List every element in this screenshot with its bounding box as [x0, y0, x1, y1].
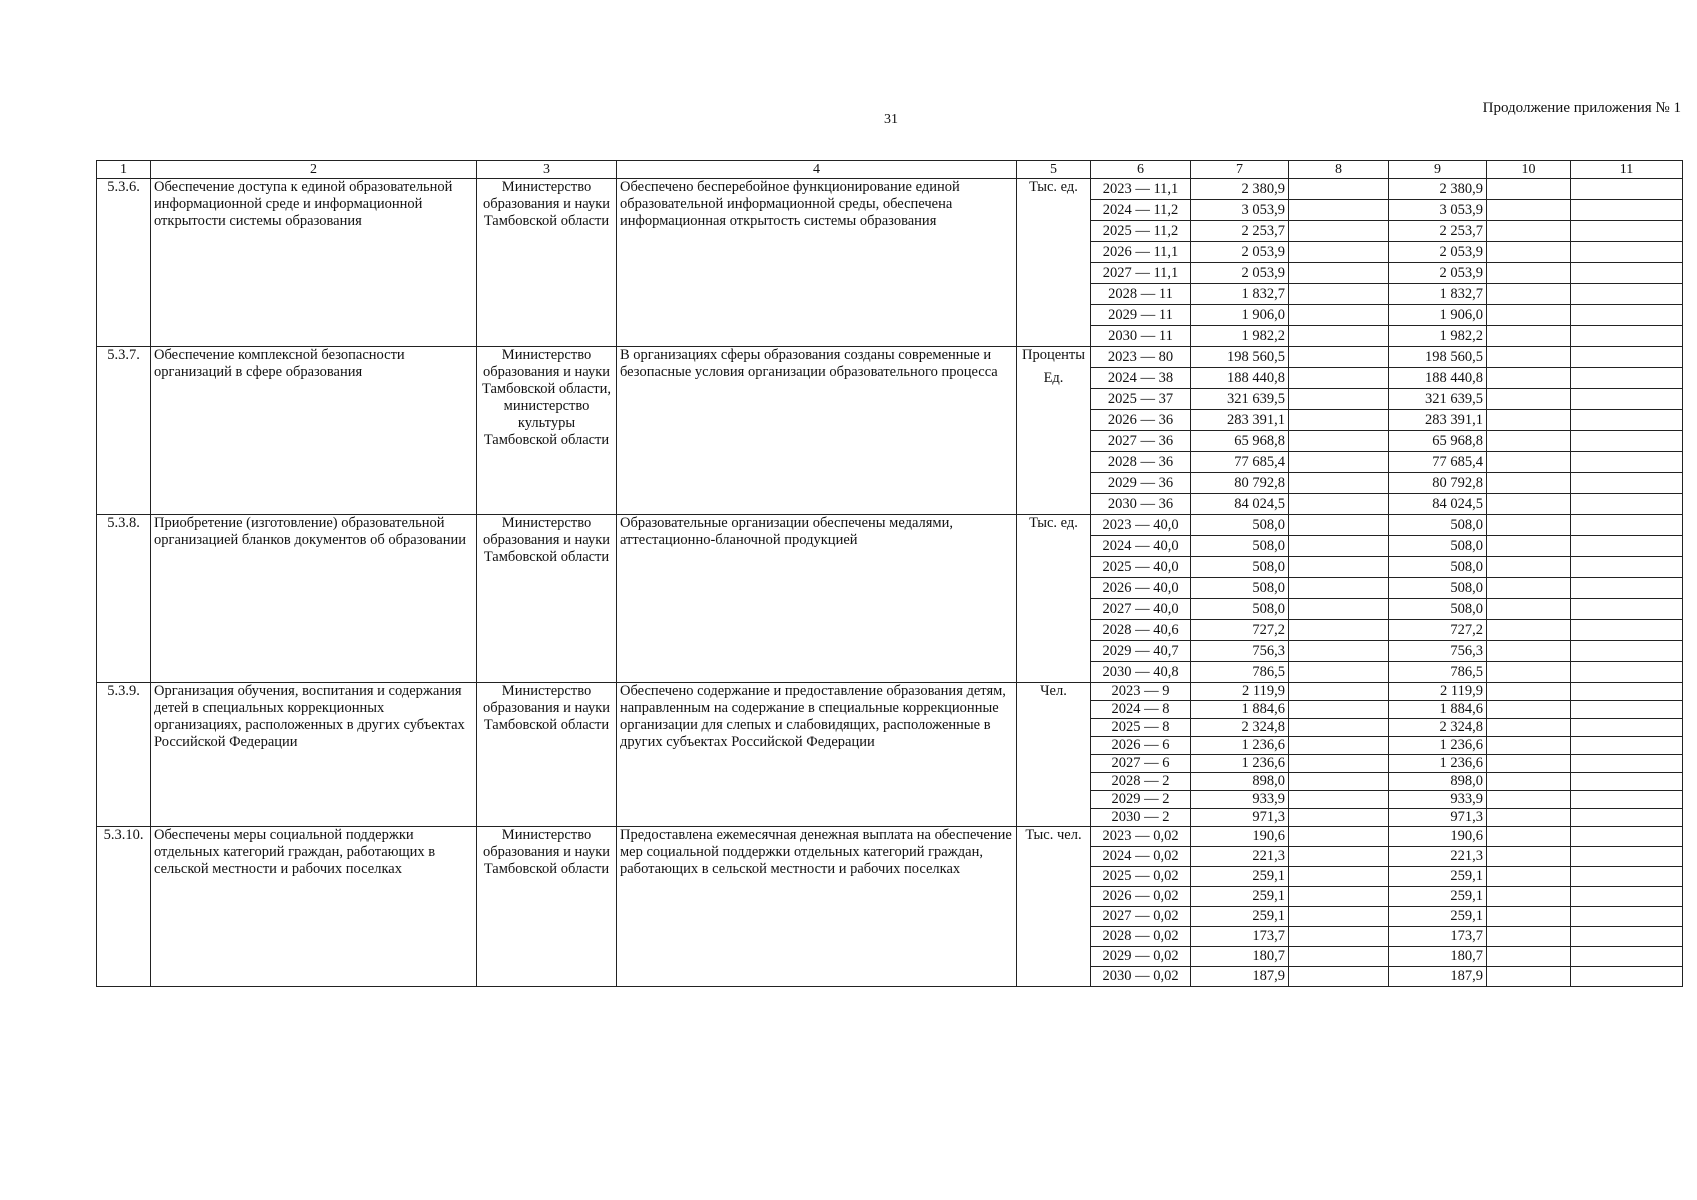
value-col-10 [1487, 578, 1571, 599]
year-indicator: 2030 — 40,8 [1091, 662, 1191, 683]
value-col-7: 2 119,9 [1191, 683, 1289, 701]
value-col-7: 65 968,8 [1191, 431, 1289, 452]
value-col-9: 1 982,2 [1389, 326, 1487, 347]
value-col-7: 1 832,7 [1191, 284, 1289, 305]
value-col-9: 259,1 [1389, 887, 1487, 907]
measure-result: Образовательные организации обеспечены медалями, аттестационно-бланочной продукцией [617, 515, 1017, 683]
value-col-8 [1289, 641, 1389, 662]
value-col-7: 84 024,5 [1191, 494, 1289, 515]
value-col-11 [1571, 326, 1683, 347]
year-indicator: 2025 — 0,02 [1091, 867, 1191, 887]
measure-name: Обеспечение комплексной безопасности организаций в сфере образования [151, 347, 477, 515]
value-col-10 [1487, 927, 1571, 947]
value-col-11 [1571, 773, 1683, 791]
value-col-7: 3 053,9 [1191, 200, 1289, 221]
column-number-4: 4 [617, 161, 1017, 179]
value-col-9: 508,0 [1389, 557, 1487, 578]
value-col-11 [1571, 907, 1683, 927]
column-number-9: 9 [1389, 161, 1487, 179]
value-col-8 [1289, 515, 1389, 536]
value-col-7: 2 380,9 [1191, 179, 1289, 200]
table-row [97, 347, 1683, 368]
value-col-7: 1 884,6 [1191, 701, 1289, 719]
year-indicator: 2023 — 11,1 [1091, 179, 1191, 200]
value-col-11 [1571, 515, 1683, 536]
value-col-7: 508,0 [1191, 599, 1289, 620]
value-col-8 [1289, 326, 1389, 347]
value-col-9: 508,0 [1389, 515, 1487, 536]
value-col-11 [1571, 737, 1683, 755]
year-indicator: 2027 — 36 [1091, 431, 1191, 452]
value-col-10 [1487, 620, 1571, 641]
value-col-9: 756,3 [1389, 641, 1487, 662]
value-col-11 [1571, 927, 1683, 947]
year-indicator: 2024 — 11,2 [1091, 200, 1191, 221]
value-col-11 [1571, 719, 1683, 737]
measure-code: 5.3.8. [97, 515, 151, 683]
value-col-10 [1487, 847, 1571, 867]
value-col-11 [1571, 827, 1683, 847]
year-indicator: 2024 — 8 [1091, 701, 1191, 719]
value-col-9: 77 685,4 [1389, 452, 1487, 473]
year-indicator: 2025 — 40,0 [1091, 557, 1191, 578]
value-col-8 [1289, 347, 1389, 368]
column-number-1: 1 [97, 161, 151, 179]
value-col-11 [1571, 305, 1683, 326]
year-indicator: 2030 — 0,02 [1091, 967, 1191, 987]
measure-result: Обеспечено содержание и предоставление образования детям, направленным на содержание в специальные коррекционные организации для слепых и слабовидящих, расположенные в других субъектах Российской Федерации [617, 683, 1017, 827]
table-body [97, 179, 1683, 987]
year-indicator: 2028 — 36 [1091, 452, 1191, 473]
value-col-11 [1571, 809, 1683, 827]
value-col-9: 2 053,9 [1389, 263, 1487, 284]
year-indicator: 2025 — 8 [1091, 719, 1191, 737]
value-col-8 [1289, 200, 1389, 221]
table-row [97, 515, 1683, 536]
year-indicator: 2024 — 40,0 [1091, 536, 1191, 557]
value-col-11 [1571, 179, 1683, 200]
measure-code: 5.3.7. [97, 347, 151, 515]
measure-unit [1017, 683, 1091, 827]
value-col-10 [1487, 599, 1571, 620]
value-col-10 [1487, 431, 1571, 452]
value-col-7: 187,9 [1191, 967, 1289, 987]
year-indicator: 2030 — 36 [1091, 494, 1191, 515]
value-col-7: 259,1 [1191, 887, 1289, 907]
value-col-8 [1289, 701, 1389, 719]
measure-executor: Министерство образования и науки Тамбовской области [477, 827, 617, 987]
value-col-7: 180,7 [1191, 947, 1289, 967]
value-col-11 [1571, 599, 1683, 620]
value-col-7: 1 906,0 [1191, 305, 1289, 326]
value-col-10 [1487, 773, 1571, 791]
year-indicator: 2024 — 0,02 [1091, 847, 1191, 867]
value-col-8 [1289, 737, 1389, 755]
value-col-7: 190,6 [1191, 827, 1289, 847]
value-col-10 [1487, 536, 1571, 557]
value-col-11 [1571, 284, 1683, 305]
value-col-10 [1487, 557, 1571, 578]
measure-code: 5.3.9. [97, 683, 151, 827]
value-col-11 [1571, 791, 1683, 809]
value-col-8 [1289, 263, 1389, 284]
value-col-11 [1571, 641, 1683, 662]
value-col-8 [1289, 827, 1389, 847]
year-indicator: 2030 — 2 [1091, 809, 1191, 827]
value-col-8 [1289, 599, 1389, 620]
value-col-9: 259,1 [1389, 867, 1487, 887]
value-col-11 [1571, 536, 1683, 557]
value-col-9: 508,0 [1389, 578, 1487, 599]
value-col-9: 80 792,8 [1389, 473, 1487, 494]
value-col-10 [1487, 755, 1571, 773]
value-col-10 [1487, 473, 1571, 494]
table-row [97, 179, 1683, 200]
value-col-8 [1289, 494, 1389, 515]
value-col-7: 1 236,6 [1191, 737, 1289, 755]
measure-code: 5.3.6. [97, 179, 151, 347]
value-col-8 [1289, 755, 1389, 773]
value-col-9: 190,6 [1389, 827, 1487, 847]
value-col-10 [1487, 967, 1571, 987]
unit-label: Тыс. ед. [1029, 515, 1078, 531]
value-col-9: 933,9 [1389, 791, 1487, 809]
value-col-9: 508,0 [1389, 536, 1487, 557]
year-indicator: 2026 — 40,0 [1091, 578, 1191, 599]
unit-label: Тыс. ед. [1029, 179, 1078, 195]
value-col-8 [1289, 368, 1389, 389]
year-indicator: 2028 — 11 [1091, 284, 1191, 305]
program-table [96, 160, 1683, 987]
value-col-9: 971,3 [1389, 809, 1487, 827]
year-indicator: 2029 — 2 [1091, 791, 1191, 809]
value-col-10 [1487, 494, 1571, 515]
value-col-11 [1571, 620, 1683, 641]
value-col-8 [1289, 847, 1389, 867]
value-col-7: 2 053,9 [1191, 242, 1289, 263]
year-indicator: 2026 — 0,02 [1091, 887, 1191, 907]
value-col-8 [1289, 431, 1389, 452]
value-col-7: 2 053,9 [1191, 263, 1289, 284]
value-col-11 [1571, 947, 1683, 967]
value-col-11 [1571, 683, 1683, 701]
measure-code: 5.3.10. [97, 827, 151, 987]
value-col-9: 259,1 [1389, 907, 1487, 927]
value-col-7: 508,0 [1191, 557, 1289, 578]
value-col-7: 283 391,1 [1191, 410, 1289, 431]
year-indicator: 2027 — 0,02 [1091, 907, 1191, 927]
value-col-11 [1571, 410, 1683, 431]
year-indicator: 2029 — 36 [1091, 473, 1191, 494]
measure-unit [1017, 827, 1091, 987]
value-col-10 [1487, 452, 1571, 473]
value-col-9: 173,7 [1389, 927, 1487, 947]
value-col-9: 2 253,7 [1389, 221, 1487, 242]
value-col-10 [1487, 947, 1571, 967]
value-col-10 [1487, 326, 1571, 347]
value-col-10 [1487, 263, 1571, 284]
value-col-9: 1 236,6 [1389, 755, 1487, 773]
value-col-9: 221,3 [1389, 847, 1487, 867]
page-number: 31 [884, 112, 898, 127]
value-col-10 [1487, 809, 1571, 827]
value-col-7: 508,0 [1191, 536, 1289, 557]
value-col-7: 727,2 [1191, 620, 1289, 641]
year-indicator: 2028 — 40,6 [1091, 620, 1191, 641]
year-indicator: 2029 — 0,02 [1091, 947, 1191, 967]
value-col-9: 283 391,1 [1389, 410, 1487, 431]
value-col-8 [1289, 927, 1389, 947]
year-indicator: 2026 — 6 [1091, 737, 1191, 755]
value-col-7: 786,5 [1191, 662, 1289, 683]
value-col-9: 198 560,5 [1389, 347, 1487, 368]
value-col-7: 756,3 [1191, 641, 1289, 662]
value-col-9: 1 884,6 [1389, 701, 1487, 719]
year-indicator: 2024 — 38 [1091, 368, 1191, 389]
year-indicator: 2028 — 2 [1091, 773, 1191, 791]
column-number-10: 10 [1487, 161, 1571, 179]
value-col-11 [1571, 967, 1683, 987]
value-col-11 [1571, 347, 1683, 368]
measure-result: Обеспечено бесперебойное функционирование единой образовательной информационной среды, обеспечена информационная открытость системы образования [617, 179, 1017, 347]
measure-result: Предоставлена ежемесячная денежная выплата на обеспечение мер социальной поддержки отдельных категорий граждан, работающих в сельской местности и рабочих поселках [617, 827, 1017, 987]
column-number-3: 3 [477, 161, 617, 179]
column-number-8: 8 [1289, 161, 1389, 179]
value-col-11 [1571, 578, 1683, 599]
value-col-8 [1289, 389, 1389, 410]
value-col-9: 84 024,5 [1389, 494, 1487, 515]
table-row [97, 827, 1683, 847]
year-indicator: 2025 — 37 [1091, 389, 1191, 410]
value-col-9: 65 968,8 [1389, 431, 1487, 452]
value-col-8 [1289, 242, 1389, 263]
value-col-9: 1 236,6 [1389, 737, 1487, 755]
unit-label: Чел. [1040, 683, 1067, 699]
year-indicator: 2025 — 11,2 [1091, 221, 1191, 242]
value-col-9: 727,2 [1389, 620, 1487, 641]
value-col-7: 898,0 [1191, 773, 1289, 791]
value-col-11 [1571, 887, 1683, 907]
unit-label: Ед. [1043, 370, 1064, 386]
value-col-10 [1487, 737, 1571, 755]
value-col-7: 77 685,4 [1191, 452, 1289, 473]
year-indicator: 2027 — 40,0 [1091, 599, 1191, 620]
year-indicator: 2029 — 40,7 [1091, 641, 1191, 662]
value-col-10 [1487, 907, 1571, 927]
value-col-11 [1571, 494, 1683, 515]
year-indicator: 2023 — 40,0 [1091, 515, 1191, 536]
value-col-9: 1 832,7 [1389, 284, 1487, 305]
value-col-8 [1289, 179, 1389, 200]
measure-unit [1017, 179, 1091, 347]
value-col-8 [1289, 452, 1389, 473]
year-indicator: 2027 — 6 [1091, 755, 1191, 773]
value-col-9: 2 380,9 [1389, 179, 1487, 200]
value-col-11 [1571, 755, 1683, 773]
value-col-7: 188 440,8 [1191, 368, 1289, 389]
value-col-7: 173,7 [1191, 927, 1289, 947]
table-row [97, 683, 1683, 701]
year-indicator: 2029 — 11 [1091, 305, 1191, 326]
value-col-8 [1289, 683, 1389, 701]
value-col-11 [1571, 847, 1683, 867]
value-col-11 [1571, 368, 1683, 389]
value-col-8 [1289, 773, 1389, 791]
value-col-11 [1571, 263, 1683, 284]
measure-name: Организация обучения, воспитания и содержания детей в специальных коррекционных организациях, расположенных в других субъектах Российской Федерации [151, 683, 477, 827]
column-number-row [97, 161, 1683, 179]
value-col-11 [1571, 242, 1683, 263]
value-col-7: 971,3 [1191, 809, 1289, 827]
value-col-8 [1289, 907, 1389, 927]
value-col-10 [1487, 867, 1571, 887]
value-col-10 [1487, 683, 1571, 701]
value-col-11 [1571, 389, 1683, 410]
year-indicator: 2028 — 0,02 [1091, 927, 1191, 947]
value-col-10 [1487, 791, 1571, 809]
value-col-11 [1571, 221, 1683, 242]
value-col-11 [1571, 431, 1683, 452]
value-col-7: 508,0 [1191, 515, 1289, 536]
year-indicator: 2026 — 11,1 [1091, 242, 1191, 263]
value-col-7: 80 792,8 [1191, 473, 1289, 494]
column-number-6: 6 [1091, 161, 1191, 179]
value-col-8 [1289, 662, 1389, 683]
value-col-8 [1289, 809, 1389, 827]
continuation-note: Продолжение приложения № 1 [1482, 100, 1681, 116]
value-col-9: 188 440,8 [1389, 368, 1487, 389]
measure-result: В организациях сферы образования созданы современные и безопасные условия организации образовательного процесса [617, 347, 1017, 515]
value-col-10 [1487, 662, 1571, 683]
value-col-9: 508,0 [1389, 599, 1487, 620]
value-col-10 [1487, 305, 1571, 326]
value-col-8 [1289, 284, 1389, 305]
measure-unit [1017, 515, 1091, 683]
unit-label: Проценты [1021, 347, 1085, 363]
value-col-9: 786,5 [1389, 662, 1487, 683]
value-col-11 [1571, 701, 1683, 719]
value-col-7: 259,1 [1191, 907, 1289, 927]
column-number-2: 2 [151, 161, 477, 179]
value-col-10 [1487, 389, 1571, 410]
value-col-11 [1571, 867, 1683, 887]
value-col-9: 3 053,9 [1389, 200, 1487, 221]
year-indicator: 2026 — 36 [1091, 410, 1191, 431]
column-number-11: 11 [1571, 161, 1683, 179]
year-indicator: 2023 — 9 [1091, 683, 1191, 701]
column-number-7: 7 [1191, 161, 1289, 179]
value-col-10 [1487, 719, 1571, 737]
year-indicator: 2030 — 11 [1091, 326, 1191, 347]
value-col-10 [1487, 368, 1571, 389]
value-col-8 [1289, 947, 1389, 967]
value-col-8 [1289, 557, 1389, 578]
value-col-9: 180,7 [1389, 947, 1487, 967]
value-col-9: 2 053,9 [1389, 242, 1487, 263]
value-col-8 [1289, 536, 1389, 557]
year-indicator: 2027 — 11,1 [1091, 263, 1191, 284]
value-col-11 [1571, 200, 1683, 221]
value-col-8 [1289, 221, 1389, 242]
value-col-7: 221,3 [1191, 847, 1289, 867]
value-col-7: 933,9 [1191, 791, 1289, 809]
value-col-9: 2 119,9 [1389, 683, 1487, 701]
value-col-10 [1487, 701, 1571, 719]
measure-unit [1017, 347, 1091, 515]
value-col-10 [1487, 641, 1571, 662]
value-col-8 [1289, 578, 1389, 599]
value-col-9: 187,9 [1389, 967, 1487, 987]
value-col-8 [1289, 473, 1389, 494]
value-col-8 [1289, 620, 1389, 641]
measure-executor: Министерство образования и науки Тамбовской области [477, 515, 617, 683]
value-col-11 [1571, 473, 1683, 494]
value-col-10 [1487, 179, 1571, 200]
value-col-10 [1487, 221, 1571, 242]
measure-name: Обеспечены меры социальной поддержки отдельных категорий граждан, работающих в сельской местности и рабочих поселках [151, 827, 477, 987]
value-col-8 [1289, 867, 1389, 887]
value-col-8 [1289, 305, 1389, 326]
year-indicator: 2023 — 0,02 [1091, 827, 1191, 847]
value-col-9: 2 324,8 [1389, 719, 1487, 737]
value-col-8 [1289, 887, 1389, 907]
value-col-10 [1487, 410, 1571, 431]
measure-executor: Министерство образования и науки Тамбовской области, министерство культуры Тамбовской области [477, 347, 617, 515]
measure-executor: Министерство образования и науки Тамбовской области [477, 683, 617, 827]
value-col-10 [1487, 200, 1571, 221]
value-col-11 [1571, 557, 1683, 578]
value-col-7: 2 324,8 [1191, 719, 1289, 737]
value-col-7: 198 560,5 [1191, 347, 1289, 368]
year-indicator: 2023 — 80 [1091, 347, 1191, 368]
value-col-10 [1487, 347, 1571, 368]
value-col-9: 1 906,0 [1389, 305, 1487, 326]
value-col-9: 321 639,5 [1389, 389, 1487, 410]
value-col-11 [1571, 452, 1683, 473]
value-col-7: 321 639,5 [1191, 389, 1289, 410]
value-col-8 [1289, 719, 1389, 737]
value-col-11 [1571, 662, 1683, 683]
measure-executor: Министерство образования и науки Тамбовской области [477, 179, 617, 347]
unit-label: Тыс. чел. [1025, 827, 1082, 843]
value-col-10 [1487, 515, 1571, 536]
value-col-8 [1289, 967, 1389, 987]
value-col-8 [1289, 410, 1389, 431]
value-col-10 [1487, 284, 1571, 305]
column-number-5: 5 [1017, 161, 1091, 179]
value-col-7: 259,1 [1191, 867, 1289, 887]
value-col-7: 508,0 [1191, 578, 1289, 599]
value-col-7: 1 982,2 [1191, 326, 1289, 347]
value-col-10 [1487, 827, 1571, 847]
value-col-8 [1289, 791, 1389, 809]
value-col-9: 898,0 [1389, 773, 1487, 791]
value-col-10 [1487, 887, 1571, 907]
value-col-7: 2 253,7 [1191, 221, 1289, 242]
measure-name: Приобретение (изготовление) образовательной организацией бланков документов об образовании [151, 515, 477, 683]
value-col-10 [1487, 242, 1571, 263]
value-col-7: 1 236,6 [1191, 755, 1289, 773]
measure-name: Обеспечение доступа к единой образовательной информационной среде и информационной открытости системы образования [151, 179, 477, 347]
